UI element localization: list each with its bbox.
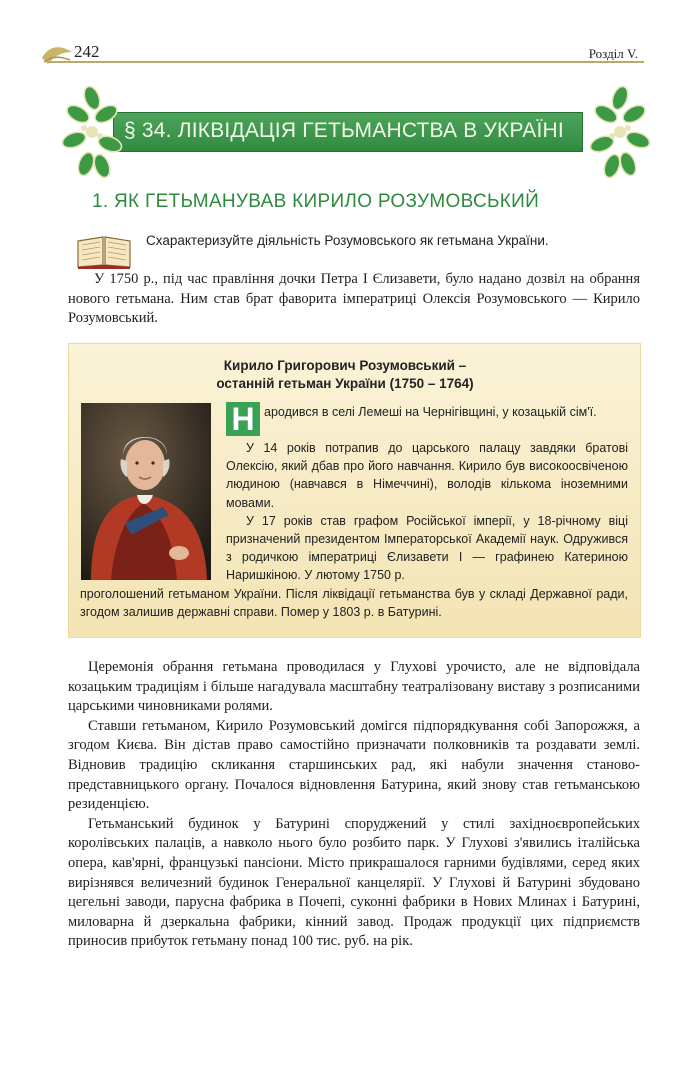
open-book-icon <box>76 233 132 269</box>
biography-paragraph-2a: У 14 років потрапив до царського палацу завдяки братові Олексію, який дбав про його навчання. Кирило був високоосвіченою людиною (навчався в Німеччині), володів кількома іноземними мовами. <box>226 441 628 510</box>
main-paragraph-1: Церемонія обрання гетьмана проводилася у Глухові урочисто, але не відповідала козацьким традиціям і більше нагадувала масштабну театралізовану виставу з розписаними царськими чиновниками ролями. <box>68 659 640 715</box>
main-paragraph-2: Ставши гетьманом, Кирило Розумовський домігся підпорядкування собі Запорожжя, а згодом Києва. Він дістав право самостійно призначати полковників та роздавати землі. Відновив традицію скликання старшинських рад, які набули значення станово-представницького органу. Почалося відновлення Батурина, який знову став гетьманською резиденцією. <box>68 717 640 813</box>
header-leaf-icon <box>40 42 74 68</box>
paragraph-title: § 34. ЛІКВІДАЦІЯ ГЕТЬМАНСТВА В УКРАЇНІ <box>124 119 564 142</box>
main-paragraph-3: Гетьманський будинок у Батурині споруджений у стилі західноєвропейських королівських палаців, а навколо нього було розбито парк. У Глухові з'явились італійська опера, кав'ярні, французькі пансіони. Місто прикрашалося гарними будівлями, серед яких вирізнявся величезний будинок Генеральної канцелярії. У Глухові й Батурині збудовано цегельні заводи, парусна фабрика в Почепі, суконні фабрики в Нових Млинах і Батурині, миловарна й дзеркальна фабрики, кінний завод. Продаж продукції цих підприємств приносив прибуток гетьману понад 100 тис. руб. на рік. <box>68 815 640 950</box>
drop-cap: Н <box>226 402 260 436</box>
leaf-ornament-right-icon <box>584 84 656 180</box>
section-subheading: 1. ЯК ГЕТЬМАНУВАВ КИРИЛО РОЗУМОВСЬКИЙ <box>92 191 540 212</box>
page-number: 242 <box>74 42 100 61</box>
task-question: Схарактеризуйте діяльність Розумовського як гетьмана України. <box>146 233 549 248</box>
biography-title-line1: Кирило Григорович Розумовський – <box>223 358 467 373</box>
biography-paragraph-1: ародився в селі Лемеші на Чернігівщині, у козацькій сім'ї. <box>264 405 597 419</box>
intro-paragraph: У 1750 р., під час правління дочки Петра І Єлизавети, було надано дозвіл на обрання нового гетьмана. Ним став брат фаворита імператриці Олексія Розумовського — Кирило Розумовський. <box>68 271 640 327</box>
biography-title <box>180 357 510 393</box>
portrait-drawing <box>81 403 211 580</box>
biography-paragraph-3: проголошений гетьманом України. Після ліквідації гетьманства був у складі Державної ради, згодом залишив державні справи. Помер у 1803 р. в Батурині. <box>80 587 628 620</box>
biography-paragraph-2b: У 17 років став графом Російської імперії, у 18-річному віці призначений президентом Імператорської Академії наук. Одружився з родичкою імператриці Єлизавети І — графинею Катериною Наришкіною. У лютому 1750 р. <box>226 513 628 583</box>
section-label: Розділ V. <box>588 46 638 61</box>
main-text <box>68 658 640 952</box>
biography-title-line2: останній гетьман України (1750 – 1764) <box>216 376 474 391</box>
biography-paragraph-2 <box>226 439 628 585</box>
portrait-image <box>81 403 211 580</box>
leaf-ornament-left-icon <box>56 84 128 180</box>
header-rule <box>48 61 644 63</box>
